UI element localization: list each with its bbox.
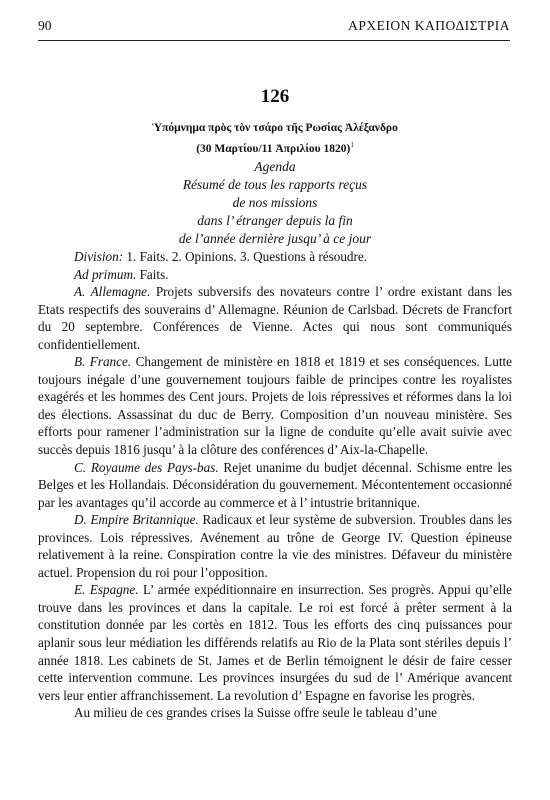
paragraph-pays-bas [38, 459, 512, 512]
agenda-block [60, 158, 490, 248]
paragraph-france [38, 353, 512, 458]
paragraph-text: Changement de ministère en 1818 et 1819 et ses conséquences. Lutte toujours inégale d’une gouvernement toujours faible de principes contre les royalistes exagérés et les hommes des Cent jours. Projets de lois répressives et réformes dans la loi des élections. Assassinat du duc de Berry. Composition d’un nouveau ministère. Ses efforts pour ramener l’administration sur la ligne de conduite qu’elle avait suivie avec succès depuis 1816 jusqu’ à la clôture des conférences d’ Aix-la-Chapelle. [38, 354, 513, 458]
agenda-line: dans l’ étranger depuis la fin [197, 213, 353, 228]
paragraph-espagne [38, 581, 512, 704]
paragraph-text: L’ armée expéditionnaire en insurrection. Ses progrès. Appui qu’elle trouve dans les provinces et dans la capitale. Le roi est forcé à prêter serment à la constitution donnée par les cortès en 1812. Tous les efforts des cinq puissances pour aplanir sous leur médiation les différends relatifs au Rio de la Plata sont stériles depuis l’ année 1818. Les cabinets de St. James et de Berlin témoignent le désir de faire cesser cette intervention commune. Les provinces insurgées du sud de l’ Amérique avancent vers leur entier affranchissement. La revolution d’ Espagne en favorise les progrès. [38, 582, 512, 703]
page-number: 90 [38, 18, 52, 33]
footnote-mark: 1 [350, 141, 354, 149]
paragraph-lead: D. Empire Britannique. [74, 512, 199, 528]
agenda-line: de l’année dernière jusqu’ à ce jour [178, 231, 372, 246]
page-header [38, 18, 510, 41]
paragraph-text: Faits. [136, 266, 169, 282]
paragraph-ad-primum [38, 266, 512, 284]
paragraph-text: Radicaux et leur système de subversion. Troubles dans les provinces. Lois répressives. Avénement au trône de George IV. Question épineuse relativement à la reine. Conspiration contre la vie des ministres. Défaveur du ministère actuel. Propension du roi pour l’opposition. [38, 512, 512, 580]
paragraph-text: Projets subversifs des novateurs contre l’ ordre existant dans les Etats respectifs des souverains d’ Allemagne. Réunion de Carlsbad. Décrets de Francfort du 20 septembre. Conférences de Vienne. Actes qui nous sont communiqués confidentiellement. [38, 284, 512, 352]
paragraph-text: 1. Faits. 2. Opinions. 3. Questions à résoudre. [123, 249, 368, 264]
paragraph-suisse [38, 704, 512, 722]
paragraph-division [38, 248, 512, 266]
paragraph-lead: C. Royaume des Pays-bas. [74, 459, 219, 475]
paragraph-lead: Ad primum. [74, 266, 137, 282]
document-number: 126 [260, 86, 290, 107]
agenda-line: Agenda [254, 159, 296, 174]
paragraph-empire-britannique [38, 511, 512, 581]
agenda-line: Résumé de tous les rapports reçus [182, 177, 368, 192]
body-text [38, 248, 512, 722]
paragraph-text: Rejet unanime du budjet décennal. Schisme entre les Belges et les Hollandais. Déconsidération du gouvernement. Mécontentement occasionné par les avantages qu’il accorde au commerce et à l’ intustrie britannique. [38, 459, 512, 510]
running-title: ΑΡΧΕΙΟΝ ΚΑΠΟΔΙΣΤΡΙΑ [348, 18, 510, 33]
agenda-line: de nos missions [232, 195, 318, 210]
heading-line-1: Ὑπόμνημα πρὸς τὸν τσάρο τῆς Ρωσίας Ἀλέξανδρο [152, 122, 398, 134]
heading-line-2 [60, 137, 490, 158]
paragraph-text: Au milieu de ces grandes crises la Suisse offre seule le tableau d’une [74, 705, 438, 721]
document-heading [60, 120, 490, 158]
paragraph-lead: Division: [74, 249, 124, 264]
paragraph-lead: A. Allemagne. [74, 284, 151, 300]
paragraph-allemagne [38, 283, 512, 353]
paragraph-lead: B. France. [74, 354, 132, 370]
heading-date: (30 Μαρτίου/11 Ἀπριλίου 1820) [196, 142, 351, 155]
paragraph-lead: E. Espagne. [74, 582, 139, 598]
